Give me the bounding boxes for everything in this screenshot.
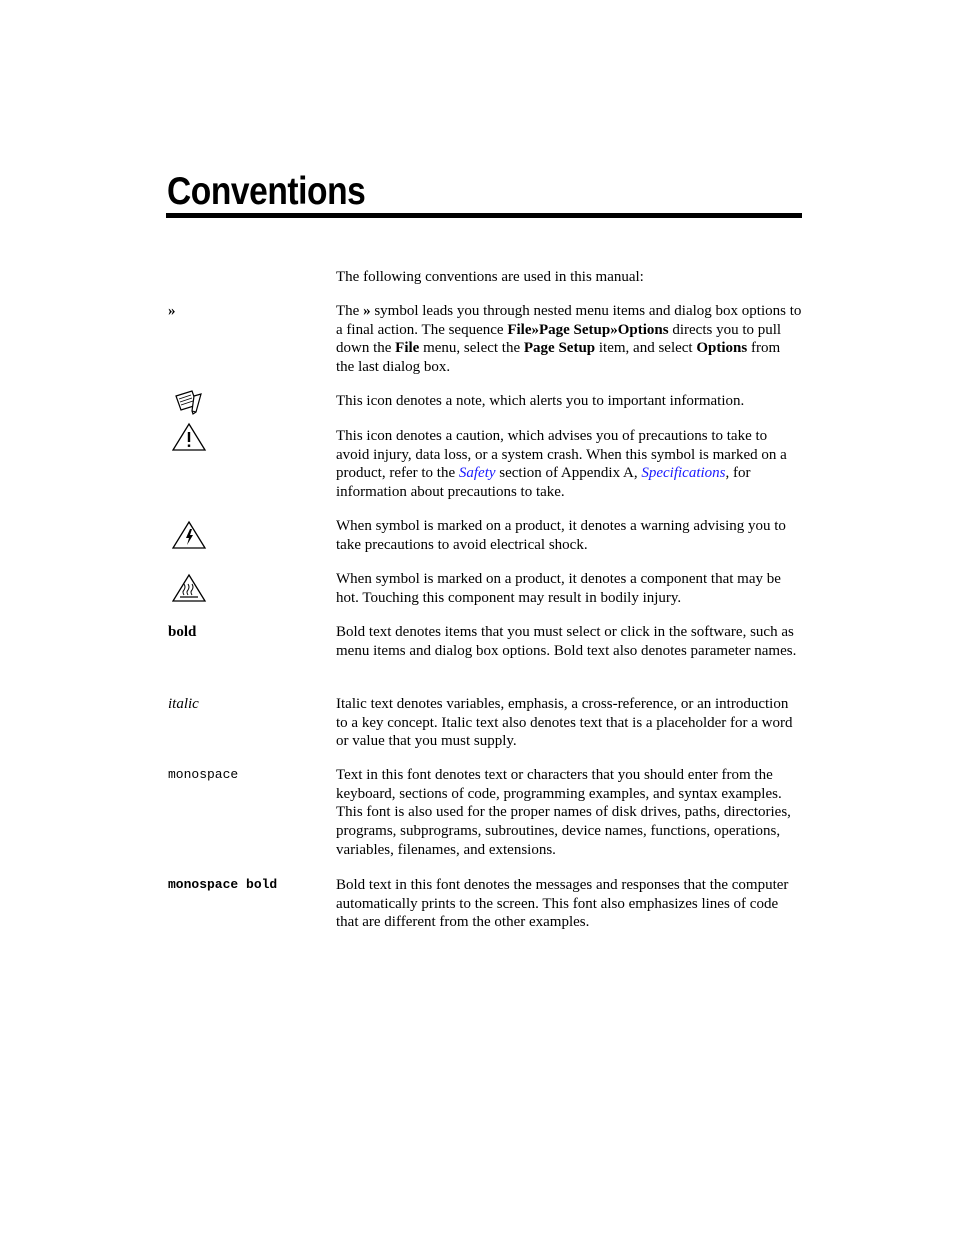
intro-text: The following conventions are used in this manual: bbox=[336, 269, 644, 285]
caution-desc-part: , for information about precautions to take. bbox=[336, 465, 751, 501]
menu-path-desc-part: menu, select the bbox=[419, 340, 524, 357]
menu-path-page-setup: Page Setup bbox=[523, 340, 596, 357]
shock-description: When symbol is marked on a product, it denotes a warning advising you to take precautions to avoid electrical shock. bbox=[336, 518, 786, 553]
bold-description: Bold text denotes items that you must select or click in the software, such as menu items and dialog box options. Bold text also denotes parameter names. bbox=[336, 624, 797, 659]
monospace-bold-description: Bold text in this font denotes the messages and responses that the computer automatically prints to the screen. This font also emphasizes lines of code that are different from the other examples. bbox=[336, 877, 789, 931]
menu-path-desc-part: from the last dialog box. bbox=[336, 340, 781, 376]
note-pencil-icon bbox=[172, 390, 206, 421]
specifications-link[interactable]: Specifications bbox=[641, 465, 726, 482]
menu-path-symbol-inline: » bbox=[363, 303, 371, 319]
menu-path-symbol-label: » bbox=[168, 303, 176, 319]
electrical-shock-warning-icon bbox=[172, 520, 208, 555]
caution-desc-part: This icon denotes a caution, which advises you of precautions to take to avoid injury, data loss, or a system crash. When this symbol is marked on a product, refer to the bbox=[336, 428, 787, 482]
menu-path-desc-part: symbol leads you through nested menu items and dialog box options to a final action. The sequence bbox=[336, 303, 802, 338]
menu-path-options: Options bbox=[696, 340, 748, 357]
bold-label: bold bbox=[168, 624, 197, 640]
menu-path-desc-part: item, and select bbox=[595, 340, 697, 357]
hot-surface-warning-icon bbox=[172, 573, 208, 608]
menu-path-file: File bbox=[395, 340, 420, 357]
menu-path-desc-part: directs you to pull down the bbox=[336, 321, 782, 357]
italic-description: Italic text denotes variables, emphasis, a cross-reference, or an introduction to a key concept. Italic text also denotes text that is a placeholder for a word or value that you must supply. bbox=[336, 696, 793, 750]
hot-description: When symbol is marked on a product, it denotes a component that may be hot. Touching this component may result in bodily injury. bbox=[336, 571, 781, 606]
note-description: This icon denotes a note, which alerts you to important information. bbox=[336, 393, 745, 409]
caution-exclamation-icon bbox=[172, 422, 208, 457]
italic-label: italic bbox=[168, 696, 199, 712]
menu-path-desc-part: The bbox=[336, 303, 364, 319]
monospace-bold-label: monospace bold bbox=[168, 877, 278, 892]
page-title: Conventions bbox=[167, 170, 366, 213]
safety-link[interactable]: Safety bbox=[458, 465, 496, 482]
monospace-description: Text in this font denotes text or characters that you should enter from the keyboard, sections of code, programming examples, and syntax examples. This font is also used for the proper names of disk drives, paths, directories, programs, subprograms, subroutines, device names, functions, operations, variables, filenames, and extensions. bbox=[336, 767, 791, 858]
caution-description bbox=[336, 427, 802, 502]
title-rule bbox=[166, 213, 802, 218]
monospace-label: monospace bbox=[168, 767, 239, 782]
menu-path-description bbox=[336, 302, 802, 377]
caution-desc-part: section of Appendix A, bbox=[495, 465, 642, 482]
menu-path-sequence: File»Page Setup»Options bbox=[507, 321, 669, 338]
